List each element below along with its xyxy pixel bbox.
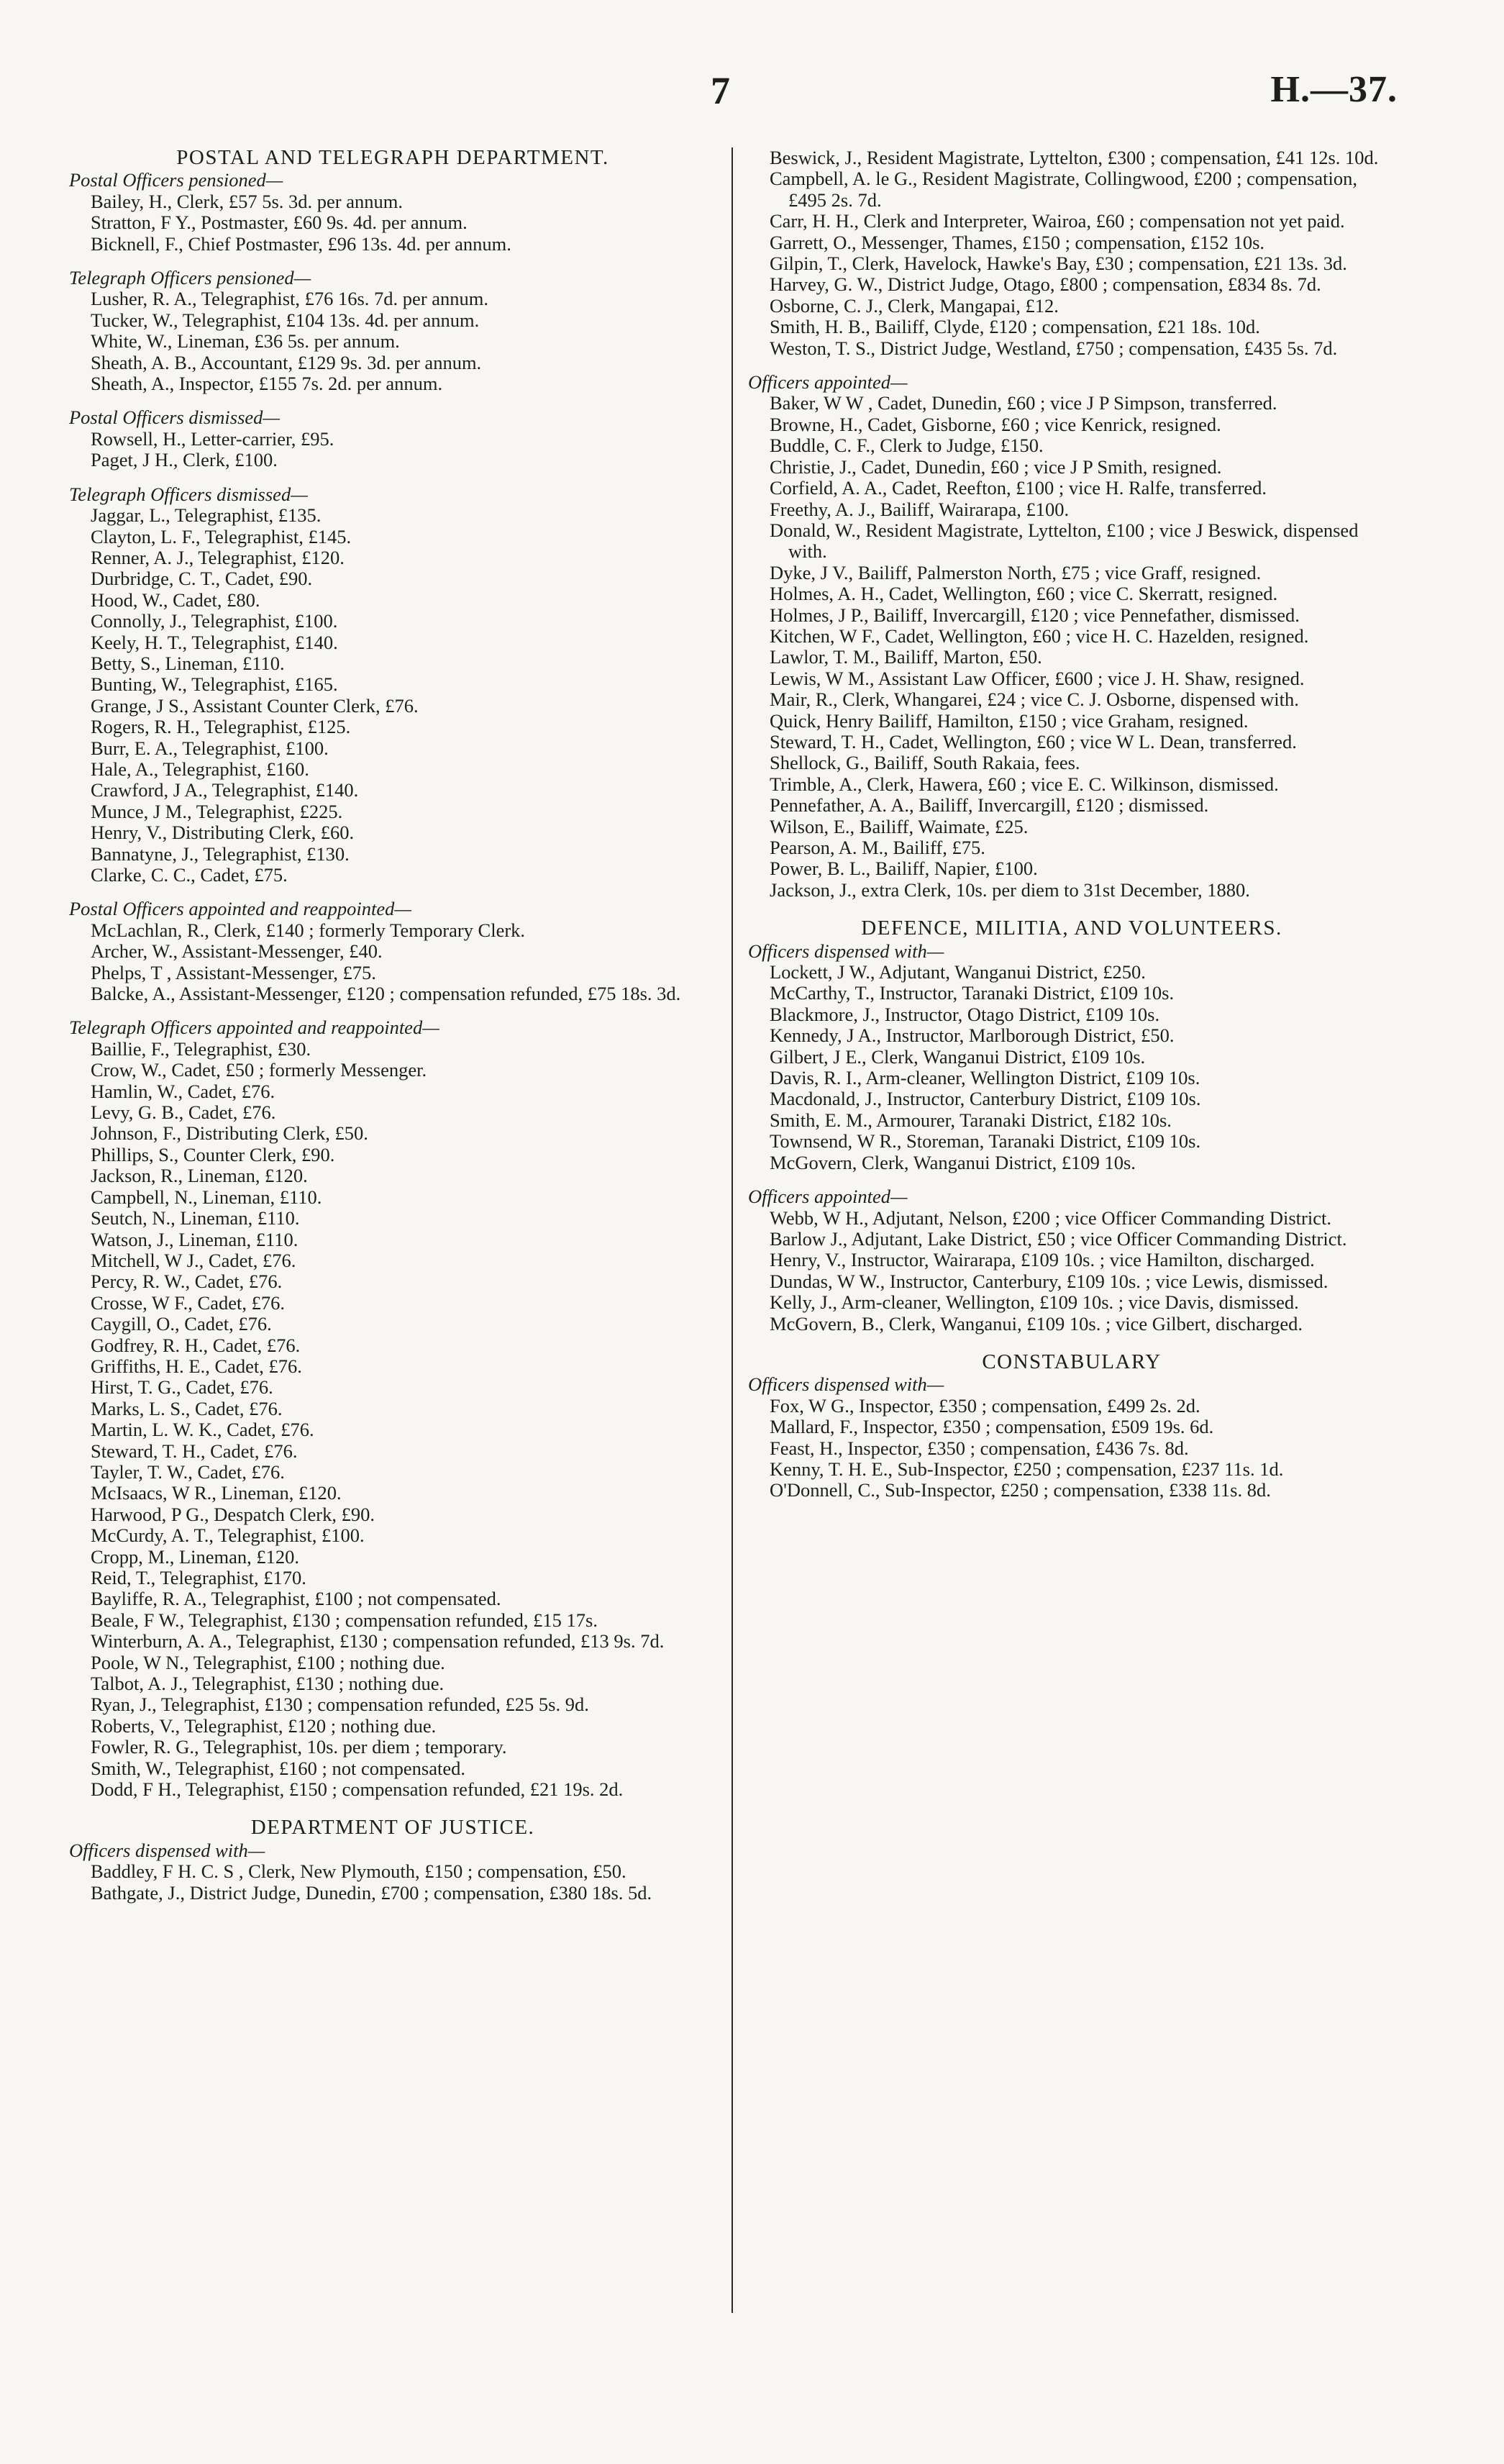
list-entry: White, W., Lineman, £36 5s. per annum. — [91, 330, 400, 353]
list-entry: Clayton, L. F., Telegraphist, £145. — [91, 525, 352, 547]
list-entry: Smith, H. B., Bailiff, Clyde, £120 ; compensation, £21 18s. 10d. — [770, 316, 1260, 338]
list-entry: Shellock, G., Bailiff, South Rakaia, fees. — [770, 752, 1080, 774]
list-entry: McCurdy, A. T., Telegraphist, £100. — [91, 1524, 365, 1547]
list-entry: Connolly, J., Telegraphist, £100. — [91, 610, 338, 632]
list-entry: Lawlor, T. M., Bailiff, Marton, £50. — [770, 646, 1042, 668]
right-column — [748, 147, 1395, 1501]
list-entry: Bicknell, F., Chief Postmaster, £96 13s. 4d. per annum. — [91, 232, 511, 255]
list-entry: Donald, W., Resident Magistrate, Lyttelton, £100 ; vice J Beswick, dispensed with. — [770, 519, 1359, 563]
section-title-defence-militia-and-volunteers: DEFENCE, MILITIA, AND VOLUNTEERS. — [861, 917, 1282, 940]
list-entry: Steward, T. H., Cadet, £76. — [91, 1440, 298, 1462]
list-entry: Dundas, W W., Instructor, Canterbury, £109 10s. ; vice Lewis, dismissed. — [770, 1270, 1328, 1292]
list-entry: Carr, H. H., Clerk and Interpreter, Wairoa, £60 ; compensation not yet paid. — [770, 210, 1345, 232]
list-entry: Corfield, A. A., Cadet, Reefton, £100 ; vice H. Ralfe, transferred. — [770, 477, 1267, 499]
list-entry: Henry, V., Distributing Clerk, £60. — [91, 822, 355, 844]
list-entry: Crosse, W F., Cadet, £76. — [91, 1291, 285, 1314]
list-entry: Beale, F W., Telegraphist, £130 ; compensation refunded, £15 17s. — [91, 1609, 598, 1631]
list-entry: Pearson, A. M., Bailiff, £75. — [770, 837, 985, 858]
list-entry: Fox, W G., Inspector, £350 ; compensation, £499 2s. 2d. — [770, 1394, 1200, 1417]
subsection-heading: Telegraph Officers appointed and reappointed— — [69, 1017, 439, 1039]
list-entry: Henry, V., Instructor, Wairarapa, £109 10s. ; vice Hamilton, discharged. — [770, 1249, 1315, 1271]
list-entry: Power, B. L., Bailiff, Napier, £100. — [770, 858, 1038, 880]
list-entry: Sheath, A., Inspector, £155 7s. 2d. per annum. — [91, 373, 443, 395]
list-entry: Beswick, J., Resident Magistrate, Lyttelton, £300 ; compensation, £41 12s. 10d. — [770, 147, 1379, 168]
list-entry: Gilbert, J E., Clerk, Wanganui District, £109 10s. — [770, 1045, 1146, 1068]
subsection-heading: Postal Officers appointed and reappointed— — [69, 898, 411, 920]
list-entry: Johnson, F., Distributing Clerk, £50. — [91, 1122, 368, 1145]
list-entry: Crow, W., Cadet, £50 ; formerly Messenger. — [91, 1059, 427, 1081]
list-entry: Ryan, J., Telegraphist, £130 ; compensation refunded, £25 5s. 9d. — [91, 1694, 589, 1716]
list-entry: Lewis, W M., Assistant Law Officer, £600 ; vice J. H. Shaw, resigned. — [770, 667, 1305, 689]
subsection-heading: Officers dispensed with— — [69, 1839, 265, 1861]
list-entry: Burr, E. A., Telegraphist, £100. — [91, 737, 329, 759]
list-entry: Seutch, N., Lineman, £110. — [91, 1207, 300, 1229]
subsection-heading: Telegraph Officers dismissed— — [69, 483, 308, 505]
list-entry: Martin, L. W. K., Cadet, £76. — [91, 1419, 314, 1441]
list-entry: Renner, A. J., Telegraphist, £120. — [91, 546, 345, 568]
list-entry: Reid, T., Telegraphist, £170. — [91, 1567, 306, 1588]
list-entry: Phelps, T , Assistant-Messenger, £75. — [91, 961, 376, 983]
list-entry: Balcke, A., Assistant-Messenger, £120 ; compensation refunded, £75 18s. 3d. — [91, 983, 681, 1005]
list-entry: Kelly, J., Arm-cleaner, Wellington, £109 10s. ; vice Davis, dismissed. — [770, 1291, 1299, 1314]
list-entry: Davis, R. I., Arm-cleaner, Wellington District, £109 10s. — [770, 1067, 1200, 1089]
list-entry: Dodd, F H., Telegraphist, £150 ; compensation refunded, £21 19s. 2d. — [91, 1778, 624, 1801]
list-entry: Trimble, A., Clerk, Hawera, £60 ; vice E. C. Wilkinson, dismissed. — [770, 773, 1279, 795]
list-entry: Harwood, P G., Despatch Clerk, £90. — [91, 1503, 375, 1525]
page-number: 7 — [711, 69, 730, 112]
list-entry: Keely, H. T., Telegraphist, £140. — [91, 631, 338, 653]
list-entry: Campbell, N., Lineman, £110. — [91, 1186, 322, 1208]
list-entry: Tucker, W., Telegraphist, £104 13s. 4d. per annum. — [91, 309, 480, 331]
list-entry: Levy, G. B., Cadet, £76. — [91, 1101, 276, 1124]
list-entry: Christie, J., Cadet, Dunedin, £60 ; vice J P Smith, resigned. — [770, 455, 1222, 478]
list-entry: Kitchen, W F., Cadet, Wellington, £60 ; vice H. C. Hazelden, resigned. — [770, 624, 1309, 647]
list-entry: Baillie, F., Telegraphist, £30. — [91, 1037, 311, 1060]
list-entry: Caygill, O., Cadet, £76. — [91, 1313, 272, 1335]
list-entry: Garrett, O., Messenger, Thames, £150 ; compensation, £152 10s. — [770, 231, 1265, 253]
list-entry: Baker, W W , Cadet, Dunedin, £60 ; vice J P Simpson, transferred. — [770, 392, 1277, 414]
list-entry: Osborne, C. J., Clerk, Mangapai, £12. — [770, 294, 1059, 317]
list-entry: Hood, W., Cadet, £80. — [91, 588, 260, 611]
list-entry: Wilson, E., Bailiff, Waimate, £25. — [770, 815, 1029, 837]
list-entry: Tayler, T. W., Cadet, £76. — [91, 1460, 285, 1483]
page-reference: H.—37. — [1270, 69, 1398, 110]
list-entry: Betty, S., Lineman, £110. — [91, 652, 285, 674]
list-entry: Smith, W., Telegraphist, £160 ; not compensated. — [91, 1757, 465, 1779]
list-entry: Feast, H., Inspector, £350 ; compensation, £436 7s. 8d. — [770, 1437, 1189, 1459]
list-entry: Griffiths, H. E., Cadet, £76. — [91, 1355, 302, 1377]
list-entry: Steward, T. H., Cadet, Wellington, £60 ; vice W L. Dean, transferred. — [770, 730, 1297, 753]
list-entry: Quick, Henry Bailiff, Hamilton, £150 ; vice Graham, resigned. — [770, 709, 1249, 732]
list-entry: Harvey, G. W., District Judge, Otago, £800 ; compensation, £834 8s. 7d. — [770, 273, 1321, 296]
list-entry: Campbell, A. le G., Resident Magistrate, Collingwood, £200 ; compensation, £495 2s. 7d. — [770, 168, 1357, 211]
list-entry: McCarthy, T., Instructor, Taranaki District, £109 10s. — [770, 982, 1175, 1004]
list-entry: Marks, L. S., Cadet, £76. — [91, 1397, 283, 1419]
list-entry: Browne, H., Cadet, Gisborne, £60 ; vice Kenrick, resigned. — [770, 413, 1221, 435]
section-title-postal-and-telegraph-department: POSTAL AND TELEGRAPH DEPARTMENT. — [176, 146, 609, 169]
list-entry: Poole, W N., Telegraphist, £100 ; nothing due. — [91, 1651, 445, 1673]
list-entry: Bannatyne, J., Telegraphist, £130. — [91, 842, 350, 865]
list-entry: Townsend, W R., Storeman, Taranaki District, £109 10s. — [770, 1130, 1201, 1153]
subsection-heading: Officers dispensed with— — [748, 1373, 944, 1396]
list-entry: Sheath, A. B., Accountant, £129 9s. 3d. per annum. — [91, 351, 482, 373]
list-entry: Rogers, R. H., Telegraphist, £125. — [91, 716, 351, 738]
list-entry: Barlow J., Adjutant, Lake District, £50 ; vice Officer Commanding District. — [770, 1227, 1347, 1250]
list-entry: Godfrey, R. H., Cadet, £76. — [91, 1334, 301, 1356]
subsection-heading: Postal Officers pensioned— — [69, 169, 283, 191]
list-entry: Bunting, W., Telegraphist, £165. — [91, 673, 338, 696]
list-entry: Cropp, M., Lineman, £120. — [91, 1545, 299, 1568]
list-entry: Rowsell, H., Letter-carrier, £95. — [91, 427, 334, 450]
list-entry: Smith, E. M., Armourer, Taranaki District, £182 10s. — [770, 1109, 1172, 1131]
list-entry: Clarke, C. C., Cadet, £75. — [91, 864, 288, 886]
list-entry: Kenny, T. H. E., Sub-Inspector, £250 ; compensation, £237 11s. 1d. — [770, 1458, 1284, 1480]
list-entry: Watson, J., Lineman, £110. — [91, 1228, 298, 1250]
list-entry: Grange, J S., Assistant Counter Clerk, £76. — [91, 694, 419, 717]
list-entry: Webb, W H., Adjutant, Nelson, £200 ; vice Officer Commanding District. — [770, 1206, 1331, 1229]
subsection-heading: Officers dispensed with— — [748, 940, 944, 962]
section-title-constabulary: CONSTABULARY — [982, 1350, 1162, 1373]
list-entry: Holmes, A. H., Cadet, Wellington, £60 ; vice C. Skerratt, resigned. — [770, 583, 1278, 605]
list-entry: Buddle, C. F., Clerk to Judge, £150. — [770, 435, 1044, 457]
list-entry: Talbot, A. J., Telegraphist, £130 ; nothing due. — [91, 1673, 445, 1695]
list-entry: Percy, R. W., Cadet, £76. — [91, 1270, 283, 1293]
subsection-heading: Officers appointed— — [748, 1186, 908, 1208]
list-entry: Freethy, A. J., Bailiff, Wairarapa, £100. — [770, 498, 1070, 520]
list-entry: Jackson, J., extra Clerk, 10s. per diem to 31st December, 1880. — [770, 878, 1250, 901]
list-entry: Jaggar, L., Telegraphist, £135. — [91, 504, 322, 527]
list-entry: Blackmore, J., Instructor, Otago District, £109 10s. — [770, 1003, 1160, 1025]
list-entry: O'Donnell, C., Sub-Inspector, £250 ; compensation, £338 11s. 8d. — [770, 1479, 1271, 1501]
list-entry: Crawford, J A., Telegraphist, £140. — [91, 779, 359, 801]
subsection-heading: Postal Officers dismissed— — [69, 406, 280, 429]
list-entry: Lusher, R. A., Telegraphist, £76 16s. 7d. per annum. — [91, 288, 489, 310]
list-entry: Hamlin, W., Cadet, £76. — [91, 1080, 275, 1102]
list-entry: Bailey, H., Clerk, £57 5s. 3d. per annum. — [91, 190, 403, 212]
list-entry: McLachlan, R., Clerk, £140 ; formerly Temporary Clerk. — [91, 919, 526, 941]
list-entry: Bayliffe, R. A., Telegraphist, £100 ; not compensated. — [91, 1588, 501, 1610]
list-entry: Phillips, S., Counter Clerk, £90. — [91, 1143, 335, 1165]
list-entry: Mallard, F., Inspector, £350 ; compensation, £509 19s. 6d. — [770, 1416, 1214, 1438]
section-title-department-of-justice: DEPARTMENT OF JUSTICE. — [250, 1816, 535, 1840]
list-entry: Munce, J M., Telegraphist, £225. — [91, 800, 343, 822]
list-entry: Jackson, R., Lineman, £120. — [91, 1165, 308, 1187]
list-entry: Archer, W., Assistant-Messenger, £40. — [91, 940, 383, 963]
left-column — [69, 147, 716, 1904]
list-entry: Macdonald, J., Instructor, Canterbury District, £109 10s. — [770, 1088, 1201, 1110]
list-entry: Baddley, F H. C. S , Clerk, New Plymouth, £150 ; compensation, £50. — [91, 1860, 626, 1883]
page-header — [0, 68, 1504, 126]
list-entry: McIsaacs, W R., Lineman, £120. — [91, 1482, 342, 1504]
list-entry: Bathgate, J., District Judge, Dunedin, £700 ; compensation, £380 18s. 5d. — [91, 1881, 652, 1904]
list-entry: Hirst, T. G., Cadet, £76. — [91, 1376, 273, 1399]
list-entry: Stratton, F Y., Postmaster, £60 9s. 4d. per annum. — [91, 212, 468, 234]
list-entry: McGovern, Clerk, Wanganui District, £109 10s. — [770, 1151, 1136, 1173]
list-entry: McGovern, B., Clerk, Wanganui, £109 10s. ; vice Gilbert, discharged. — [770, 1312, 1303, 1335]
list-entry: Weston, T. S., District Judge, Westland, £750 ; compensation, £435 5s. 7d. — [770, 337, 1338, 359]
list-entry: Winterburn, A. A., Telegraphist, £130 ; compensation refunded, £13 9s. 7d. — [91, 1630, 665, 1652]
list-entry: Fowler, R. G., Telegraphist, 10s. per diem ; temporary. — [91, 1736, 507, 1758]
list-entry: Mitchell, W J., Cadet, £76. — [91, 1249, 296, 1271]
list-entry: Gilpin, T., Clerk, Havelock, Hawke's Bay, £30 ; compensation, £21 13s. 3d. — [770, 253, 1347, 275]
list-entry: Hale, A., Telegraphist, £160. — [91, 758, 309, 780]
list-entry: Mair, R., Clerk, Whangarei, £24 ; vice C. J. Osborne, dispensed with. — [770, 688, 1299, 711]
subsection-heading: Telegraph Officers pensioned— — [69, 267, 311, 289]
list-entry: Durbridge, C. T., Cadet, £90. — [91, 568, 313, 590]
subsection-heading: Officers appointed— — [748, 371, 908, 394]
list-entry: Paget, J H., Clerk, £100. — [91, 449, 278, 471]
list-entry: Kennedy, J A., Instructor, Marlborough District, £50. — [770, 1024, 1175, 1047]
list-entry: Pennefather, A. A., Bailiff, Invercargill, £120 ; dismissed. — [770, 794, 1209, 817]
list-entry: Dyke, J V., Bailiff, Palmerston North, £75 ; vice Graff, resigned. — [770, 561, 1262, 583]
list-entry: Lockett, J W., Adjutant, Wanganui District, £250. — [770, 961, 1146, 983]
column-divider — [732, 147, 733, 2313]
list-entry: Roberts, V., Telegraphist, £120 ; nothing due. — [91, 1714, 437, 1737]
list-entry: Holmes, J P., Bailiff, Invercargill, £120 ; vice Pennefather, dismissed. — [770, 604, 1300, 626]
